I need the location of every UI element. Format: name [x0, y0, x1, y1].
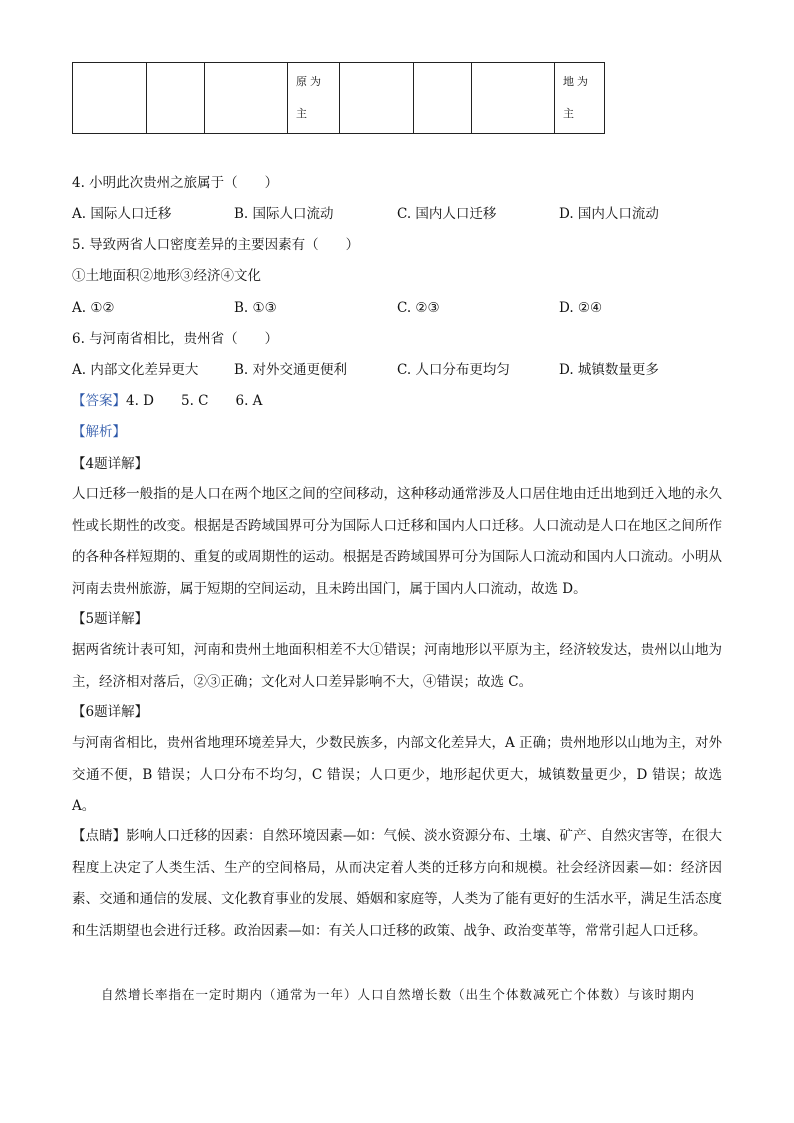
detail-6-text: 与河南省相比，贵州省地理环境差异大，少数民族多，内部文化差异大，A 正确；贵州地形以山地为主，对外交通不便，B 错误；人口分布不均匀，C 错误；人口更少，地形起伏更大，城镇数量更少，D 错误；故选 A。	[72, 735, 722, 814]
option-c: C. 人口分布更均匀	[397, 362, 510, 378]
answer-line	[72, 392, 262, 410]
table-cell	[414, 63, 472, 134]
table-cell-text-line: 原为	[296, 75, 324, 88]
tip-text: 影响人口迁移的因素：自然环境因素—如：气候、淡水资源分布、土壤、矿产、自然灾害等，在很大程度上决定了人类生活、生产的空间格局，从而决定着人类的迁移方向和规模。社会经济因素—如：经济因素、交通和通信的发展、文化教育事业的发展、婚姻和家庭等，人类为了能有更好的生活水平，满足生活态度和生活期望也会进行迁移。政治因素—如：有关人口迁移的政策、战争、政治变革等，常常引起人口迁移。	[72, 828, 723, 939]
table-cell	[555, 63, 605, 134]
option-c: C. ②③	[397, 300, 440, 316]
table-cell	[147, 63, 205, 134]
detail-5-heading: 【5题详解】	[72, 611, 149, 627]
question-5-stem: 5. 导致两省人口密度差异的主要因素有（ ）	[72, 237, 360, 253]
table-cell-text-line: 地为	[563, 75, 591, 88]
option-d: D. 城镇数量更多	[559, 362, 659, 378]
option-b: B. 对外交通更便利	[234, 362, 348, 378]
table-cell-text-line: 主	[563, 107, 577, 120]
table-row	[73, 63, 605, 134]
question-4-options	[72, 205, 722, 223]
detail-5-text: 据两省统计表可知，河南和贵州土地面积相差不大①错误；河南地形以平原为主，经济较发达，贵州以山地为主，经济相对落后，②③正确；文化对人口差异影响不大，④错误；故选 C。	[72, 642, 722, 690]
tip-paragraph	[72, 821, 722, 947]
detail-4-heading: 【4题详解】	[72, 456, 149, 472]
answer-label: 【答案】	[72, 393, 126, 409]
table-cell	[205, 63, 288, 134]
table-cell	[340, 63, 414, 134]
option-a: A. 内部文化差异更大	[72, 362, 199, 378]
option-b: B. 国际人口流动	[234, 206, 334, 222]
option-a: A. ①②	[72, 300, 115, 316]
detail-4-text: 人口迁移一般指的是人口在两个地区之间的空间移动，这种移动通常涉及人口居住地由迁出地到迁入地的永久性或长期性的改变。根据是否跨域国界可分为国际人口迁移和国内人口迁移。人口流动是人口在地区之间所作的各种各样短期的、重复的或周期性的运动。根据是否跨域国界可分为国际人口流动和国内人口流动。小明从河南去贵州旅游，属于短期的空间运动，且未跨出国门，属于国内人口流动，故选 D。	[72, 486, 722, 597]
table-cell-text-line: 主	[296, 107, 310, 120]
option-d: D. ②④	[559, 300, 603, 316]
table-cell	[288, 63, 340, 134]
table-cell	[472, 63, 555, 134]
bottom-note: 自然增长率指在一定时期内（通常为一年）人口自然增长数（出生个体数减死亡个体数）与该时期内	[101, 987, 696, 1002]
option-b: B. ①③	[234, 300, 277, 316]
detail-6-heading: 【6题详解】	[72, 704, 149, 720]
question-4-stem: 4. 小明此次贵州之旅属于（ ）	[72, 175, 279, 191]
statistics-table-fragment	[72, 62, 605, 134]
tip-label: 【点睛】	[72, 828, 127, 844]
question-5-factors: ①土地面积②地形③经济④文化	[72, 268, 261, 284]
analysis-label: 【解析】	[72, 424, 126, 440]
question-6-options	[72, 361, 722, 379]
answer-values: 4. D 5. C 6. A	[126, 393, 263, 409]
option-c: C. 国内人口迁移	[397, 206, 497, 222]
option-a: A. 国际人口迁移	[72, 206, 172, 222]
question-5-options	[72, 299, 722, 317]
table-cell	[73, 63, 147, 134]
question-6-stem: 6. 与河南省相比，贵州省（ ）	[72, 331, 279, 347]
option-d: D. 国内人口流动	[559, 206, 659, 222]
